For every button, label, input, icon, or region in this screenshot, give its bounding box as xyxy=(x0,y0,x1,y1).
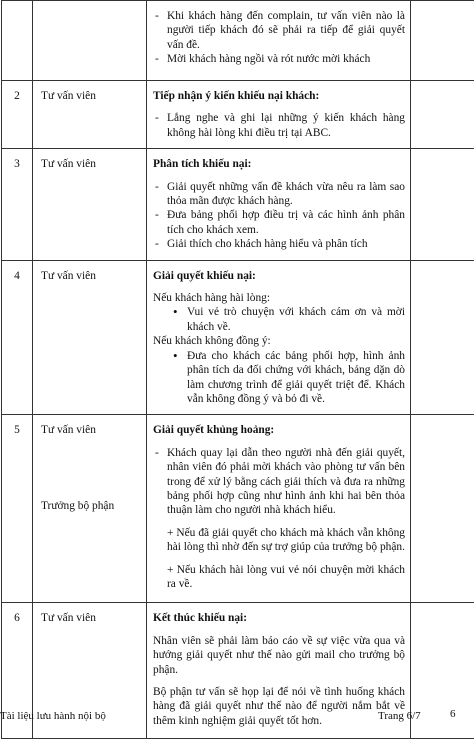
table-row xyxy=(2,149,474,260)
responsible-cell xyxy=(33,415,147,603)
notes-cell xyxy=(411,415,474,603)
step-number-cell: 3 xyxy=(2,149,33,260)
responsible-cell xyxy=(33,149,147,260)
notes-cell xyxy=(411,1,474,81)
step-description-cell xyxy=(147,1,411,81)
responsible-role: Tư vấn viên xyxy=(41,612,96,625)
dash-list-item: - Mời khách hàng ngồi và rót nước mời khách xyxy=(153,52,405,66)
table-row xyxy=(2,260,474,415)
dash-list-item: - Giải thích cho khách hàng hiểu và phân tích xyxy=(153,237,405,251)
paragraph: Nếu khách không đồng ý: xyxy=(153,335,271,348)
responsible-role: Tư vấn viên xyxy=(41,90,96,102)
step-title: Tiếp nhận ý kiến khiếu nại khách: xyxy=(153,90,320,102)
paragraph: Nhân viên sẽ phải làm báo cáo về sự việc vừa qua và hướng giải quyết như thế nào gửi mail cho trưởng bộ phận. xyxy=(153,634,405,676)
step-description-cell xyxy=(147,149,411,260)
table-row xyxy=(2,415,474,603)
spacer xyxy=(153,555,405,563)
notes-cell xyxy=(411,149,474,260)
step-number-cell xyxy=(2,1,33,81)
paragraph: Nếu khách hàng hài lòng: xyxy=(153,292,271,305)
notes-cell xyxy=(411,81,474,149)
dash-list-item: - Đưa bảng phối hợp điều trị và các hình ảnh phân tích cho khách xem. xyxy=(153,208,405,237)
footer-page-number: 6 xyxy=(450,708,456,720)
dash-list-item: - Khách quay lại dẫn theo người nhà đến giải quyết, nhân viên đó phải mời khách vào phòng tư vấn bên trong để xử lý bằng cách giải thích và đưa ra những bảng phối hợp cũng như hình ảnh khi hai bên thỏa thuận làm cho người nhà khách hiểu. xyxy=(153,446,405,518)
responsible-role: Tư vấn viên xyxy=(41,158,96,171)
dash-list-item: - Lắng nghe và ghi lại những ý kiến khách hàng không hài lòng khi điều trị tại ABC. xyxy=(153,111,405,140)
responsible-role: Tư vấn viên xyxy=(41,269,96,282)
responsible-cell xyxy=(33,1,147,81)
step-description-cell xyxy=(147,81,411,149)
footer-document-note: Tài liệu lưu hành nội bộ xyxy=(0,710,106,722)
step-title: Phân tích khiếu nại: xyxy=(153,158,252,171)
step-description-cell xyxy=(147,260,411,415)
responsible-cell xyxy=(33,81,147,149)
dash-list-item: - Khi khách hàng đến complain, tư vấn viên nào là người tiếp khách đó sẽ phải ra tiếp để giải quyết vấn đề. xyxy=(153,9,405,52)
step-title: Giải quyết khiếu nại: xyxy=(153,269,256,282)
paragraph: Bộ phận tư vấn sẽ họp lại để nói về tình huống khách hàng đã giải quyết như thế nào để người nắm bắt về thêm kinh nghiệm giải quyết tốt hơn. xyxy=(153,685,405,727)
step-title: Kết thúc khiếu nại: xyxy=(153,612,247,625)
responsible-role: Tư vấn viên xyxy=(41,424,96,437)
step-title: Giải quyết khủng hoảng: xyxy=(153,424,275,437)
dash-list-item: - Giải quyết những vấn đề khách vừa nêu ra làm sao thỏa mãn được khách hàng. xyxy=(153,180,405,209)
procedure-table xyxy=(1,0,474,739)
step-number-cell: 2 xyxy=(2,81,33,149)
responsible-cell xyxy=(33,260,147,415)
page-footer xyxy=(0,708,474,724)
paragraph: + Nếu đã giải quyết cho khách mà khách vẫn không hài lòng thì nhờ đến sự trợ giúp của trưởng bộ phận. xyxy=(167,526,405,554)
spacer xyxy=(153,518,405,526)
table-row xyxy=(2,81,474,149)
footer-page-label: Trang 6/7 xyxy=(378,710,421,722)
responsible-role-secondary: Trưởng bộ phận xyxy=(41,499,115,512)
paragraph: + Nếu khách hài lòng vui vẻ nói chuyện mời khách ra về. xyxy=(167,563,405,590)
step-number-cell: 5 xyxy=(2,415,33,603)
notes-cell xyxy=(411,260,474,415)
step-description-cell xyxy=(147,415,411,603)
bullet-list-item: • Vui vẻ trò chuyện với khách cám ơn và mời khách về. xyxy=(153,305,405,334)
step-number-cell: 6 xyxy=(2,603,33,739)
table-row xyxy=(2,1,474,81)
spacer xyxy=(153,677,405,685)
step-number-cell: 4 xyxy=(2,260,33,415)
bullet-list-item: • Đưa cho khách các bảng phối hợp, hình ảnh phân tích da đối chứng với khách, bảng dặn dò làm chương trình để giải quyết triệt để. Khách vẫn không đồng ý và bỏ đi về. xyxy=(153,349,405,407)
